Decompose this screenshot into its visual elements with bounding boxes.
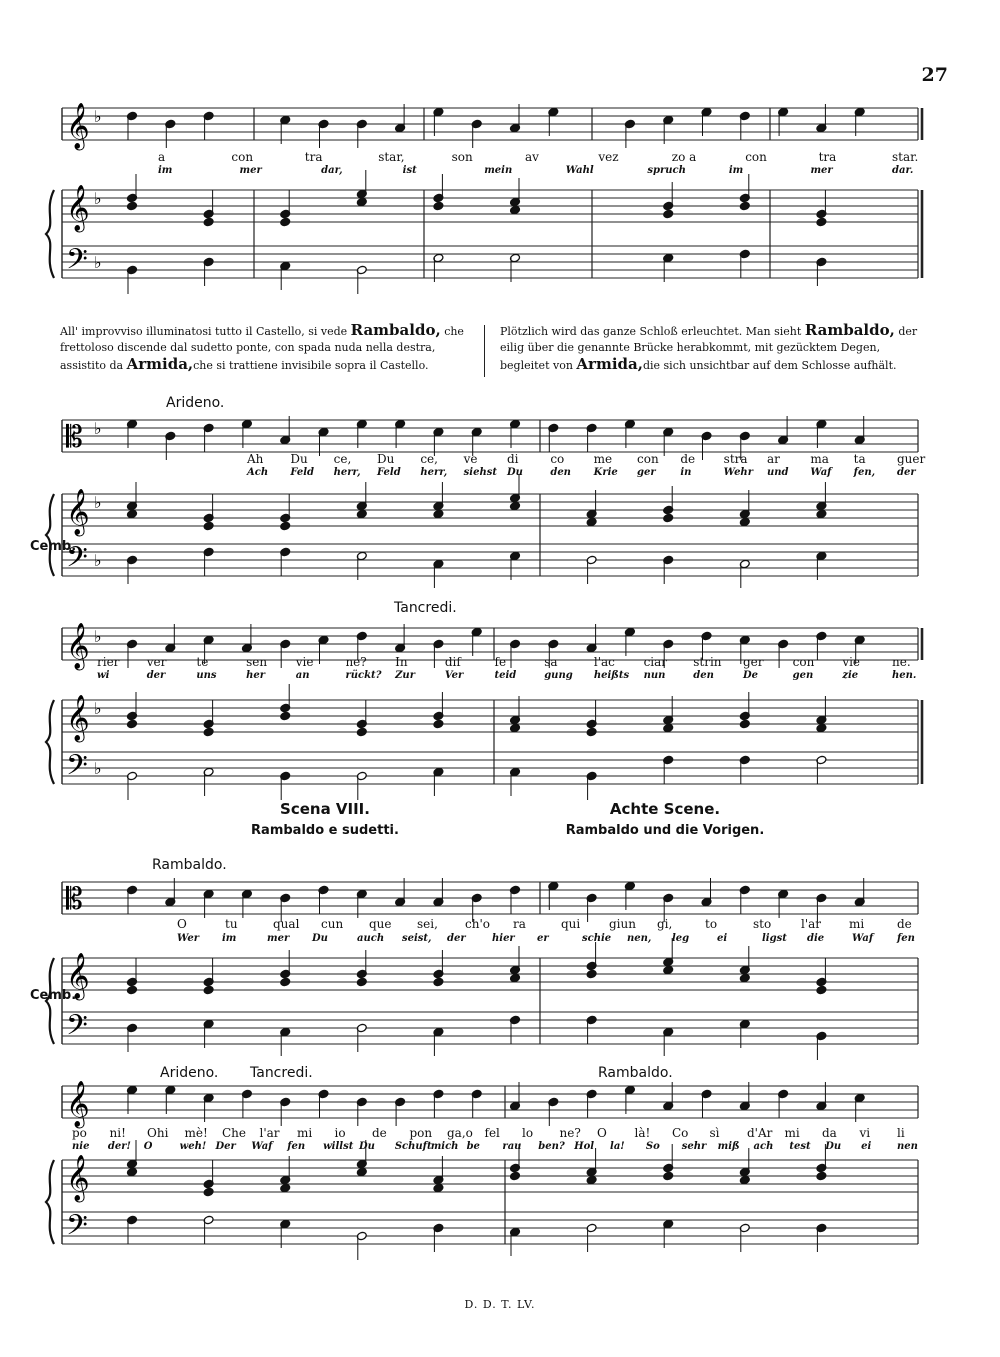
lyric-syllable: lo (522, 1126, 534, 1140)
notehead (356, 727, 367, 737)
flat-sign: ♭ (94, 493, 102, 512)
scene-subtitle-german: Rambaldo und die Vorigen. (565, 823, 765, 838)
lyric-syllable: me (593, 452, 613, 466)
lyric-syllable: rückt? (345, 670, 382, 681)
notehead (433, 1183, 444, 1193)
lyric-syllable: ta (853, 452, 866, 466)
notehead (510, 205, 521, 215)
lyric-syllable: d'Ar (747, 1126, 773, 1140)
lyric-syllable: co (550, 452, 565, 466)
lyric-syllable: hier (492, 933, 515, 944)
c-clef: 𝄡 (66, 420, 83, 455)
role-arideno-2: Arideno. (160, 1065, 219, 1081)
scene-title-italian: Scena VIII. (280, 800, 370, 818)
bass-clef: 𝄢 (66, 1009, 88, 1049)
flat-sign: ♭ (94, 627, 102, 646)
lyric-syllable: ra (513, 917, 526, 931)
lyric-syllable: ne. (892, 655, 911, 669)
lyric-syllable: dif (444, 655, 461, 669)
lyric-syllable: fen, (853, 467, 876, 478)
lyric-syllable: giun (609, 917, 636, 931)
lyric-syllable: Co (672, 1126, 689, 1140)
lyric-syllable: mer (267, 933, 290, 944)
lyric-syllable: Ach (247, 467, 269, 478)
flat-sign: ♭ (94, 253, 102, 272)
lyric-syllable: ne? (345, 655, 367, 669)
lyric-syllable: mi (297, 1126, 313, 1140)
lyric-syllable: Du (377, 452, 395, 466)
lyric-syllable: Du (290, 452, 308, 466)
lyric-syllable: mi (784, 1126, 800, 1140)
notehead (280, 521, 291, 531)
lyric-syllable: an (295, 670, 310, 681)
notehead (816, 217, 827, 227)
lyric-syllable: herr, (420, 467, 448, 478)
lyric-syllable: der! (107, 1141, 131, 1152)
lyric-syllable: der (146, 670, 166, 681)
lyric-syllable: Ah (247, 452, 264, 466)
lyric-syllable: den (693, 670, 714, 681)
lyric-syllable: da (822, 1126, 837, 1140)
lyric-syllable: star. (892, 150, 919, 164)
notehead (586, 1175, 597, 1185)
bass-clef: 𝄢 (66, 749, 88, 789)
lyric-syllable: herr, (333, 467, 361, 478)
lyric-syllable: ciar (643, 655, 668, 669)
stage-direction-italian: All' improvviso illuminatosi tutto il Castello, si vede Rambaldo, che frettoloso discende dal sudetto ponte, con spada nuda nella destra, assistito da Armida,che si trattiene invisibile sopra il Castello. (60, 321, 464, 373)
lyric-syllable: ist (402, 165, 417, 176)
lyric-syllable: und (767, 467, 789, 478)
lyric-syllable: fe (494, 655, 507, 669)
lyric-syllable: l'ac (593, 655, 615, 669)
role-arideno: Arideno. (166, 395, 225, 411)
lyric-syllable: ach (753, 1141, 774, 1152)
lyric-syllable: Du (312, 933, 328, 944)
lyric-syllable: Wer (177, 933, 200, 944)
lyric-syllable: miß (717, 1141, 740, 1152)
lyric-syllable: fen (897, 933, 915, 944)
lyric-syllable: schie (582, 933, 612, 944)
treble-clef: 𝄞 (66, 1081, 90, 1127)
role-tancredi-2: Tancredi. (250, 1065, 313, 1081)
lyric-syllable: de (680, 452, 696, 466)
lyric-syllable: wi (97, 670, 110, 681)
notehead (663, 965, 674, 975)
bass-clef: 𝄢 (66, 1209, 88, 1249)
lyric-syllable: te (196, 655, 209, 669)
lyric-syllable: ni! (109, 1126, 126, 1140)
lyric-syllable: Du (507, 467, 523, 478)
notehead (203, 985, 214, 995)
lyric-syllable: So (645, 1141, 660, 1152)
scene-subtitle-italian: Rambaldo e sudetti. (251, 823, 399, 838)
lyric-syllable: son (451, 150, 473, 164)
lyric-syllable: uns (196, 670, 217, 681)
treble-clef: 𝄞 (66, 103, 90, 149)
lyric-syllable: di (507, 452, 519, 466)
page-number: 27 (921, 64, 948, 86)
lyric-syllable: Wahl (565, 165, 594, 176)
notehead (203, 521, 214, 531)
lyric-syllable: dar. (892, 165, 914, 176)
lyric-syllable: là! (634, 1126, 651, 1140)
lyric-syllable: mer (810, 165, 833, 176)
notehead (663, 723, 674, 733)
notehead (280, 711, 291, 721)
lyric-syllable: l'ar (801, 917, 822, 931)
flat-sign: ♭ (94, 189, 102, 208)
lyric-syllable: De (742, 670, 758, 681)
lyric-syllable: ei (717, 933, 728, 944)
lyric-syllable: er (537, 933, 549, 944)
lyric-syllable: Feld (377, 467, 401, 478)
treble-clef: 𝄞 (66, 695, 90, 741)
lyric-syllable: con (792, 655, 815, 669)
lyric-syllable: test (789, 1141, 811, 1152)
lyric-syllable: im (222, 933, 237, 944)
role-tancredi: Tancredi. (394, 600, 457, 616)
lyric-syllable: ger (742, 655, 764, 669)
lyric-syllable: im (728, 165, 744, 176)
lyric-syllable: vi (859, 1126, 871, 1140)
lyric-syllable: ver (146, 655, 167, 669)
notehead (127, 1167, 138, 1177)
notehead (433, 509, 444, 519)
lyric-syllable: nen, (627, 933, 652, 944)
lyric-syllable: rier (97, 655, 120, 669)
notehead (127, 719, 138, 729)
notehead (510, 501, 521, 511)
notehead (816, 985, 827, 995)
lyric-syllable: O (597, 1126, 607, 1140)
lyric-syllable: O (143, 1141, 153, 1152)
lyric-syllable: l'ar (259, 1126, 280, 1140)
treble-clef: 𝄞 (66, 623, 90, 669)
notehead (586, 517, 597, 527)
lyric-syllable: Zur (395, 670, 415, 681)
notehead (816, 1171, 827, 1181)
lyric-syllable: con (231, 150, 254, 164)
flat-sign: ♭ (94, 551, 102, 570)
lyric-syllable: po (72, 1126, 87, 1140)
lyric-syllable: der (447, 933, 466, 944)
lyric-syllable: Waf (810, 467, 832, 478)
lyric-syllable: fen (287, 1141, 306, 1152)
lyric-syllable: in (680, 467, 692, 478)
lyric-syllable: ei (861, 1141, 872, 1152)
treble-clef: 𝄞 (66, 489, 90, 535)
notehead (356, 1167, 367, 1177)
lyric-syllable: sì (709, 1126, 720, 1140)
lyric-syllable: weh! (179, 1141, 207, 1152)
lyric-syllable: nen (897, 1141, 918, 1152)
lyric-syllable: tra (818, 150, 837, 164)
lyric-syllable: star, (378, 150, 405, 164)
lyric-syllable: seist, (402, 933, 432, 944)
lyric-syllable: ligst (762, 933, 787, 944)
lyric-syllable: rau (502, 1141, 522, 1152)
lyric-syllable: vez (598, 150, 619, 164)
notehead (663, 209, 674, 219)
notehead (127, 985, 138, 995)
lyric-syllable: Krie (593, 467, 618, 478)
notehead (356, 509, 367, 519)
lyric-syllable: leg (672, 933, 690, 944)
notehead (356, 197, 367, 207)
notehead (203, 1187, 214, 1197)
lyric-syllable: ce, (333, 452, 352, 466)
notehead (356, 977, 367, 987)
lyric-syllable: to (705, 917, 718, 931)
lyric-syllable: de (897, 917, 912, 931)
treble-clef: 𝄞 (66, 953, 90, 999)
lyric-syllable: zie (842, 670, 859, 681)
notehead (816, 723, 827, 733)
treble-clef: 𝄞 (66, 185, 90, 231)
system-brace (46, 190, 54, 278)
cembalo-label-2: Cemb. (30, 988, 77, 1003)
lyric-syllable: strin (693, 655, 722, 669)
lyric-syllable: In (395, 655, 408, 669)
lyric-syllable: im (158, 165, 173, 176)
lyric-syllable: vie (295, 655, 314, 669)
notehead (739, 201, 750, 211)
lyric-syllable: teid (494, 670, 517, 681)
notehead (280, 977, 291, 987)
flat-sign: ♭ (94, 419, 102, 438)
lyric-syllable: ga,o (447, 1126, 473, 1140)
lyric-syllable: willst (323, 1141, 354, 1152)
cembalo-label: Cemb. (30, 539, 77, 554)
lyric-syllable: Feld (290, 467, 315, 478)
notehead (510, 1171, 521, 1181)
lyric-syllable: stra (723, 452, 748, 466)
lyric-syllable: Che (222, 1126, 247, 1140)
scene-title-german: Achte Scene. (609, 800, 721, 818)
notehead (663, 513, 674, 523)
notehead (739, 973, 750, 983)
lyric-syllable: sto (753, 917, 772, 931)
lyric-syllable: sehr (681, 1141, 707, 1152)
treble-clef: 𝄞 (66, 1155, 90, 1201)
bass-clef: 𝄢 (66, 541, 88, 581)
notehead (739, 517, 750, 527)
lyric-syllable: ma (810, 452, 829, 466)
lyric-syllable: zo a (671, 150, 697, 164)
lyric-syllable: die (807, 933, 825, 944)
direction-divider (484, 325, 485, 377)
lyric-syllable: Du (825, 1141, 842, 1152)
notehead (433, 201, 444, 211)
lyric-syllable: Waf (852, 933, 874, 944)
notehead (739, 719, 750, 729)
lyric-syllable: sen (246, 655, 268, 669)
lyric-syllable: av (525, 150, 539, 164)
lyric-syllable: Der (215, 1141, 236, 1152)
lyric-syllable: con (637, 452, 659, 466)
lyric-syllable: heißts (593, 670, 630, 681)
lyric-syllable: Wehr (723, 467, 753, 478)
lyric-syllable: pon (409, 1126, 433, 1140)
notehead (739, 1175, 750, 1185)
lyric-syllable: dar, (321, 165, 343, 176)
lyric-syllable: ve (463, 452, 478, 466)
notehead (280, 217, 291, 227)
lyric-syllable: io (334, 1126, 346, 1140)
system-brace (46, 700, 54, 784)
lyric-syllable: Ohi (147, 1126, 169, 1140)
lyric-syllable: der (897, 467, 916, 478)
notehead (203, 727, 214, 737)
notehead (280, 1183, 291, 1193)
lyric-syllable: ben? (538, 1141, 565, 1152)
lyric-syllable: spruch (647, 165, 686, 176)
lyric-syllable: guer (897, 452, 926, 466)
lyric-syllable: mein (484, 165, 513, 176)
notehead (510, 723, 521, 733)
lyric-syllable: her (246, 670, 265, 681)
lyric-syllable: Ver (444, 670, 464, 681)
lyric-syllable: tu (225, 917, 238, 931)
lyric-syllable: ch'o (465, 917, 490, 931)
lyric-syllable: tra (304, 150, 323, 164)
lyric-syllable: mè! (184, 1126, 208, 1140)
notehead (586, 727, 597, 737)
lyric-syllable: hen. (892, 670, 917, 681)
lyric-syllable: nie (72, 1141, 90, 1152)
lyric-syllable: auch (357, 933, 385, 944)
notehead (203, 217, 214, 227)
lyric-syllable: sa (544, 655, 558, 669)
lyric-syllable: siehst (463, 467, 497, 478)
role-rambaldo: Rambaldo. (152, 857, 227, 873)
lyric-syllable: sei, (417, 917, 438, 931)
flat-sign: ♭ (94, 759, 102, 778)
system-brace (46, 1160, 54, 1244)
notehead (816, 509, 827, 519)
lyric-syllable: fel (484, 1126, 500, 1140)
lyric-syllable: a (158, 150, 166, 164)
lyric-syllable: mich (430, 1141, 459, 1152)
lyric-syllable: Waf (251, 1141, 273, 1152)
notehead (127, 509, 138, 519)
lyric-syllable: de (372, 1126, 387, 1140)
role-rambaldo-2: Rambaldo. (598, 1065, 673, 1081)
lyric-syllable: gung (544, 670, 573, 681)
notehead (663, 1171, 674, 1181)
flat-sign: ♭ (94, 699, 102, 718)
lyric-syllable: ar (767, 452, 780, 466)
lyric-syllable: la! (610, 1141, 625, 1152)
lyric-syllable: que (369, 917, 392, 931)
flat-sign: ♭ (94, 107, 102, 126)
lyric-syllable: gen (792, 670, 814, 681)
lyric-syllable: mi (849, 917, 865, 931)
bass-clef: 𝄢 (66, 243, 88, 283)
lyric-syllable: O (177, 917, 187, 931)
notehead (433, 719, 444, 729)
footer-signature: D. D. T. LV. (464, 1298, 536, 1311)
lyric-syllable: Du (358, 1141, 375, 1152)
notehead (510, 973, 521, 983)
notehead (433, 977, 444, 987)
lyric-syllable: mer (239, 165, 262, 176)
lyric-syllable: be (466, 1141, 480, 1152)
lyric-syllable: con (745, 150, 767, 164)
lyric-syllable: cun (321, 917, 344, 931)
lyric-syllable: li (897, 1126, 905, 1140)
lyric-syllable: vie (842, 655, 861, 669)
c-clef: 𝄡 (66, 882, 83, 917)
lyric-syllable: Hol (574, 1141, 595, 1152)
lyric-syllable: Schuft (394, 1141, 432, 1152)
lyric-syllable: gi, (657, 917, 673, 931)
lyric-syllable: ne? (559, 1126, 581, 1140)
lyric-syllable: qual (273, 917, 300, 931)
system-brace (46, 494, 54, 576)
lyric-syllable: qui (561, 917, 581, 931)
lyric-syllable: ce, (420, 452, 438, 466)
notehead (127, 201, 138, 211)
lyric-syllable: ger (637, 467, 656, 478)
lyric-syllable: den (550, 467, 571, 478)
lyric-syllable: nun (643, 670, 666, 681)
stage-direction-german: Plötzlich wird das ganze Schloß erleuchtet. Man sieht Rambaldo, der eilig über die genannte Brücke herabkommt, mit gezücktem Degen, begleitet von Armida,die sich unsichtbar auf dem Schlosse aufhält. (500, 321, 918, 373)
notehead (586, 969, 597, 979)
